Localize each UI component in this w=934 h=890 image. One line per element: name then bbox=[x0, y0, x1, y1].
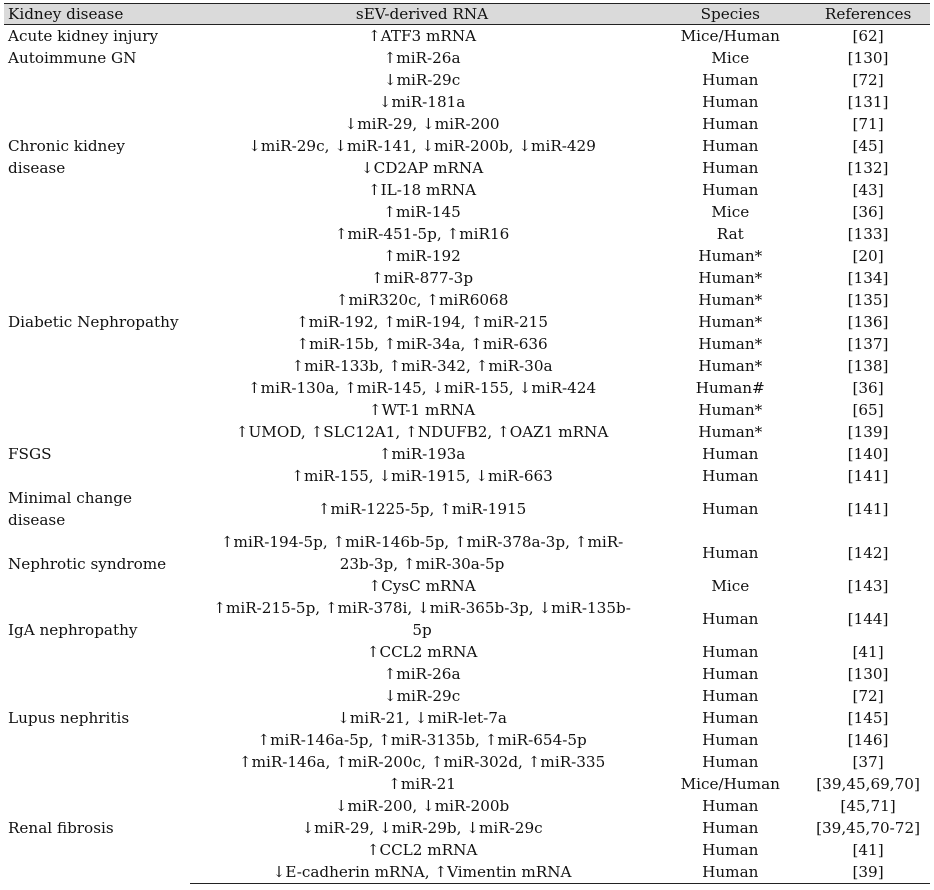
rna-cell: ↑miR-451-5p, ↑miR16 bbox=[334, 225, 510, 243]
header-species: Species bbox=[654, 4, 806, 25]
species-cell: Human# bbox=[695, 379, 765, 397]
table-row bbox=[4, 201, 930, 223]
species-cell: Human* bbox=[698, 423, 763, 441]
disease-cell: Minimal change disease bbox=[8, 489, 133, 529]
reference-cell: [36] bbox=[852, 379, 884, 397]
table-row bbox=[4, 113, 930, 135]
species-cell: Human* bbox=[698, 291, 763, 309]
species-cell: Human* bbox=[698, 401, 763, 419]
table-body bbox=[4, 25, 930, 884]
reference-cell: [71] bbox=[852, 115, 884, 133]
table-row bbox=[4, 487, 930, 531]
table-row bbox=[4, 47, 930, 69]
reference-cell: [62] bbox=[852, 27, 884, 45]
species-cell: Human bbox=[702, 687, 759, 705]
rna-cell: ↓miR-29c bbox=[383, 71, 461, 89]
reference-cell: [139] bbox=[847, 423, 889, 441]
rna-cell: ↑CCL2 mRNA bbox=[366, 643, 478, 661]
kidney-disease-rna-table bbox=[4, 3, 930, 884]
rna-cell: ↓CD2AP mRNA bbox=[360, 159, 484, 177]
rna-cell: ↓miR-29, ↓miR-29b, ↓miR-29c bbox=[301, 819, 543, 837]
species-cell: Mice bbox=[711, 577, 750, 595]
species-cell: Human bbox=[654, 861, 806, 884]
species-cell: Mice bbox=[711, 49, 750, 67]
disease-cell: Autoimmune GN bbox=[8, 49, 137, 67]
reference-cell: [140] bbox=[847, 445, 889, 463]
species-cell: Human bbox=[702, 500, 759, 518]
rna-cell: ↑IL-18 mRNA bbox=[367, 181, 477, 199]
reference-cell: [133] bbox=[847, 225, 889, 243]
reference-cell: [41] bbox=[852, 643, 884, 661]
reference-cell: [72] bbox=[852, 71, 884, 89]
species-cell: Mice bbox=[711, 203, 750, 221]
table-row bbox=[4, 597, 930, 641]
reference-cell: [132] bbox=[847, 159, 889, 177]
reference-cell: [130] bbox=[847, 665, 889, 683]
table-header bbox=[4, 4, 930, 25]
disease-cell: Renal fibrosis bbox=[8, 819, 114, 838]
species-cell: Human bbox=[702, 709, 759, 727]
rna-cell: ↑miR-130a, ↑miR-145, ↓miR-155, ↓miR-424 bbox=[247, 379, 597, 397]
rna-cell: ↑WT-1 mRNA bbox=[368, 401, 476, 419]
reference-cell: [146] bbox=[847, 731, 889, 749]
rna-cell: ↓miR-29c, ↓miR-141, ↓miR-200b, ↓miR-429 bbox=[248, 137, 596, 155]
reference-cell: [39,45,70-72] bbox=[816, 819, 921, 837]
rna-cell: ↑miR-133b, ↑miR-342, ↑miR-30a bbox=[291, 357, 553, 375]
table-row bbox=[4, 773, 930, 795]
table-row bbox=[4, 663, 930, 685]
header-sev-rna: sEV-derived RNA bbox=[190, 4, 655, 25]
rna-cell: ↑miR-146a, ↑miR-200c, ↑miR-302d, ↑miR-335 bbox=[238, 753, 606, 771]
rna-cell: ↓miR-21, ↓miR-let-7a bbox=[337, 709, 507, 727]
rna-cell: ↑miR-215-5p, ↑miR-378i, ↓miR-365b-3p, ↓miR-135b-5p bbox=[213, 599, 631, 639]
reference-cell: [131] bbox=[847, 93, 889, 111]
reference-cell: [134] bbox=[847, 269, 889, 287]
reference-cell: [39] bbox=[806, 861, 930, 884]
rna-cell: ↑miR-146a-5p, ↑miR-3135b, ↑miR-654-5p bbox=[257, 731, 587, 749]
table-row bbox=[4, 443, 930, 465]
rna-cell: ↑miR-193a bbox=[378, 445, 466, 463]
species-cell: Human bbox=[702, 71, 759, 89]
species-cell: Human bbox=[702, 797, 759, 815]
rna-cell: ↑miR-1225-5p, ↑miR-1915 bbox=[317, 500, 527, 518]
species-cell: Human bbox=[702, 841, 759, 859]
reference-cell: [135] bbox=[847, 291, 889, 309]
reference-cell: [144] bbox=[847, 610, 889, 628]
header-references: References bbox=[806, 4, 930, 25]
reference-cell: [138] bbox=[847, 357, 889, 375]
species-cell: Human bbox=[702, 643, 759, 661]
reference-cell: [130] bbox=[847, 49, 889, 67]
species-cell: Human bbox=[702, 819, 759, 837]
reference-cell: [20] bbox=[852, 247, 884, 265]
reference-cell: [136] bbox=[847, 313, 889, 331]
rna-cell: ↓miR-29, ↓miR-200 bbox=[344, 115, 500, 133]
rna-cell: ↑miR-26a bbox=[383, 665, 461, 683]
rna-cell: ↓miR-29c bbox=[383, 687, 461, 705]
species-cell: Human bbox=[702, 544, 759, 562]
reference-cell: [142] bbox=[847, 544, 889, 562]
rna-cell: ↑miR-15b, ↑miR-34a, ↑miR-636 bbox=[296, 335, 548, 353]
species-cell: Human bbox=[702, 665, 759, 683]
rna-cell: ↑miR-26a bbox=[383, 49, 461, 67]
rna-cell: ↑miR-21 bbox=[388, 775, 456, 793]
species-cell: Human bbox=[702, 115, 759, 133]
species-cell: Human bbox=[702, 181, 759, 199]
reference-cell: [143] bbox=[847, 577, 889, 595]
reference-cell: [39,45,69,70] bbox=[816, 775, 920, 793]
species-cell: Human* bbox=[698, 335, 763, 353]
disease-cell: Diabetic Nephropathy bbox=[8, 313, 179, 331]
table-row bbox=[4, 25, 930, 48]
reference-cell: [41] bbox=[852, 841, 884, 859]
species-cell: Human* bbox=[698, 313, 763, 331]
species-cell: Human bbox=[702, 467, 759, 485]
rna-cell: ↑miR-155, ↓miR-1915, ↓miR-663 bbox=[291, 467, 553, 485]
species-cell: Human bbox=[702, 753, 759, 771]
header-row bbox=[4, 4, 930, 25]
disease-cell: Chronic kidney disease bbox=[8, 137, 125, 177]
disease-cell: Lupus nephritis bbox=[8, 709, 130, 727]
rna-cell: ↓miR-181a bbox=[378, 93, 466, 111]
rna-cell: ↑CCL2 mRNA bbox=[366, 841, 478, 859]
species-cell: Human* bbox=[698, 357, 763, 375]
rna-cell: ↓miR-200, ↓miR-200b bbox=[334, 797, 510, 815]
rna-cell: ↑miR-145 bbox=[383, 203, 461, 221]
disease-cell: Nephrotic syndrome bbox=[8, 555, 167, 573]
reference-cell: [37] bbox=[852, 753, 884, 771]
species-cell: Human* bbox=[698, 269, 763, 287]
species-cell: Human bbox=[702, 93, 759, 111]
reference-cell: [141] bbox=[847, 467, 889, 485]
reference-cell: [141] bbox=[847, 500, 889, 518]
reference-cell: [145] bbox=[847, 709, 889, 727]
rna-cell: ↑ATF3 mRNA bbox=[367, 27, 477, 45]
rna-cell: ↑miR-192 bbox=[383, 247, 461, 265]
rna-cell: ↓E-cadherin mRNA, ↑Vimentin mRNA bbox=[190, 861, 655, 884]
rna-cell: ↑miR-877-3p bbox=[371, 269, 474, 287]
species-cell: Human bbox=[702, 137, 759, 155]
reference-cell: [72] bbox=[852, 687, 884, 705]
disease-cell: Acute kidney injury bbox=[8, 27, 159, 45]
reference-cell: [43] bbox=[852, 181, 884, 199]
table-row bbox=[4, 531, 930, 575]
reference-cell: [45] bbox=[852, 137, 884, 155]
species-cell: Rat bbox=[716, 225, 744, 243]
species-cell: Human bbox=[702, 159, 759, 177]
reference-cell: [65] bbox=[852, 401, 884, 419]
rna-cell: ↑miR-192, ↑miR-194, ↑miR-215 bbox=[296, 313, 549, 331]
species-cell: Human* bbox=[698, 247, 763, 265]
species-cell: Mice/Human bbox=[680, 775, 780, 793]
species-cell: Human bbox=[702, 445, 759, 463]
rna-cell: ↑CysC mRNA bbox=[368, 577, 476, 595]
species-cell: Mice/Human bbox=[680, 27, 780, 45]
disease-cell: IgA nephropathy bbox=[8, 621, 138, 639]
rna-cell: ↑miR320c, ↑miR6068 bbox=[335, 291, 509, 309]
reference-cell: [137] bbox=[847, 335, 889, 353]
species-cell: Human bbox=[702, 610, 759, 628]
species-cell: Human bbox=[702, 731, 759, 749]
disease-cell: FSGS bbox=[8, 445, 52, 463]
reference-cell: [36] bbox=[852, 203, 884, 221]
rna-cell: ↑miR-194-5p, ↑miR-146b-5p, ↑miR-378a-3p, ↑miR-23b-3p, ↑miR-30a-5p bbox=[220, 533, 624, 573]
rna-cell: ↑UMOD, ↑SLC12A1, ↑NDUFB2, ↑OAZ1 mRNA bbox=[235, 423, 609, 441]
reference-cell: [45,71] bbox=[840, 797, 896, 815]
header-kidney-disease: Kidney disease bbox=[4, 4, 190, 25]
